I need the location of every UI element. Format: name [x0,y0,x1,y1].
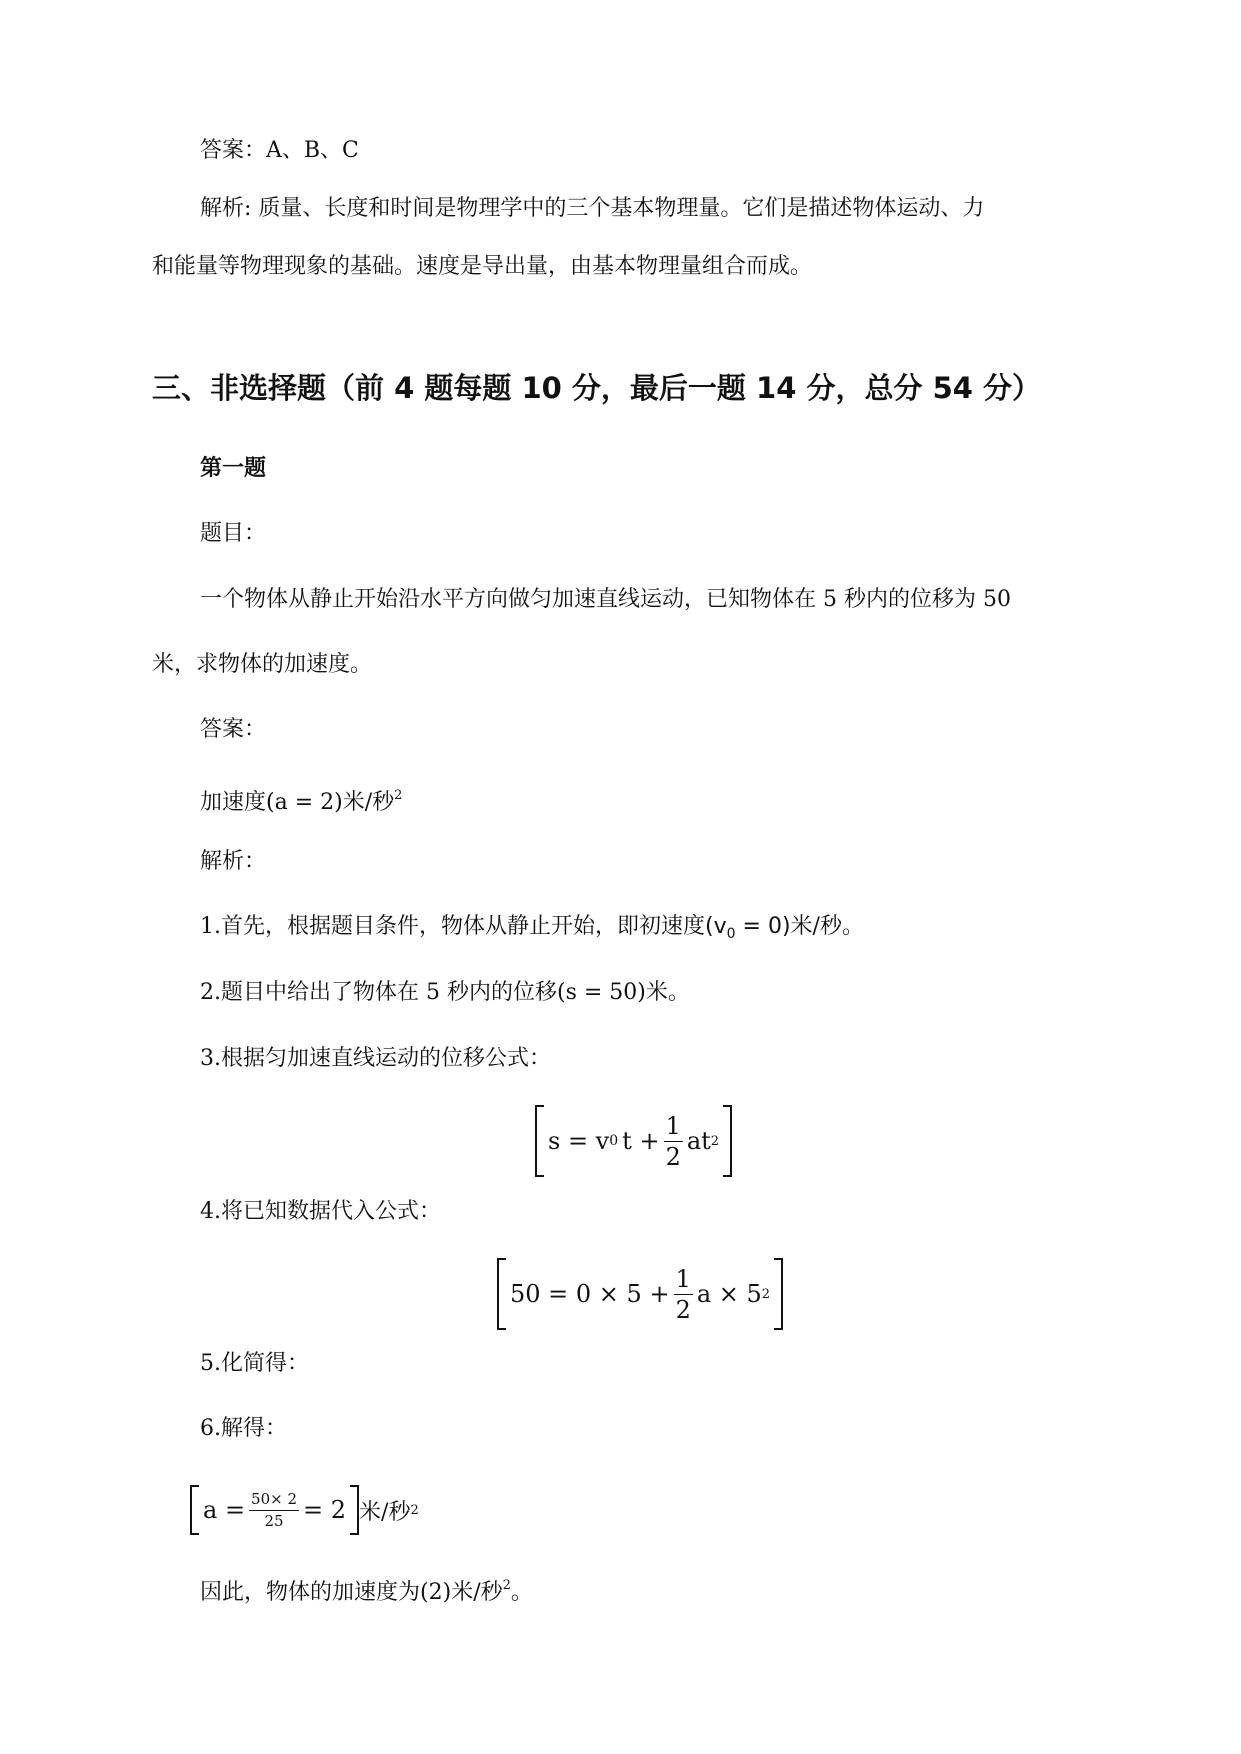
step-2-math: (s = 50) [556,980,646,1005]
formula-result: a = $\frac{50\times 2}{25}$ = 2 米/秒 2 [190,1485,419,1535]
fraction-one-half: $\frac{1}{2}$ [665,1111,681,1171]
conclusion-prefix: 因此，物体的加速度为 [200,1580,421,1605]
step-1-prefix: 1.首先，根据题目条件，物体从静止开始，即初速度 [200,914,705,939]
answer-prefix: 加速度 [200,790,267,815]
step-4: 4.将已知数据代入公式： [200,1199,441,1224]
question-label: 题目： [200,521,267,546]
step-3: 3.根据匀加速直线运动的位移公式： [200,1046,551,1071]
left-bracket [535,1105,544,1177]
left-bracket [190,1485,199,1535]
fraction-one-half: $\frac{1}{2}$ [675,1264,691,1324]
step-1-math: $(v_0 = 0)$ [705,914,791,942]
previous-answer: 答案：A、B、C [200,138,359,163]
step-1 [200,913,864,948]
answer-line [200,782,402,817]
question-text-line-1: 一个物体从静止开始沿水平方向做匀加速直线运动，已知物体在 5 秒内的位移为 50 [200,587,1011,612]
question-text-line-2: 米，求物体的加速度。 [152,652,373,677]
right-bracket [774,1258,783,1330]
right-bracket [350,1485,359,1535]
conclusion [200,1572,533,1607]
left-bracket [497,1258,506,1330]
conclusion-math: (2) [420,1580,452,1605]
answer-unit-exponent: 2 [394,788,403,803]
step-5: 5.化简得： [200,1351,309,1376]
step-6: 6.解得： [200,1416,287,1441]
formula-substituted: 50 = 0 × 5 + $\frac{1}{2}$ a × 5 2 [497,1258,783,1330]
fraction-result: $\frac{50\times 2}{25}$ [251,1489,298,1530]
previous-analysis-line-2: 和能量等物理现象的基础。速度是导出量，由基本物理量组合而成。 [152,254,813,279]
analysis-label: 解析： [200,849,267,874]
formula-displacement: s = v 0 t + $\frac{1}{2}$ at 2 [535,1105,732,1177]
step-1-suffix: 米/秒。 [790,914,864,939]
answer-math: (a = 2) [266,790,343,815]
step-2-suffix: 米。 [645,980,690,1005]
question-1-title: 第一题 [200,456,267,481]
conclusion-suffix: 。 [510,1580,533,1605]
conclusion-unit-exponent: 2 [502,1578,511,1593]
conclusion-unit: 米/秒 [451,1580,503,1605]
answer-label: 答案： [200,717,267,742]
right-bracket [723,1105,732,1177]
section-heading: 三、非选择题（前 4 题每题 10 分，最后一题 14 分，总分 54 分） [152,371,1042,405]
step-2 [200,979,690,1007]
answer-unit: 米/秒 [342,790,395,815]
previous-analysis-line-1: 解析: 质量、长度和时间是物理学中的三个基本物理量。它们是描述物体运动、力 [200,196,985,221]
step-2-prefix: 2.题目中给出了物体在 5 秒内的位移 [200,980,557,1005]
